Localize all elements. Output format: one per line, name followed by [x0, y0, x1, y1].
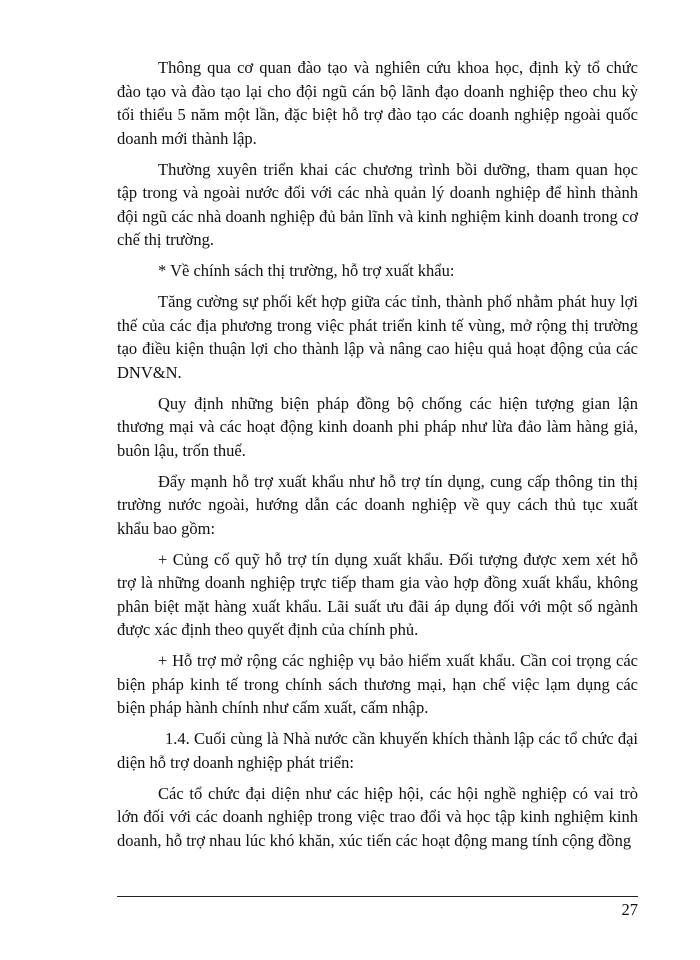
section-heading-market-export-policy: * Về chính sách thị trường, hỗ trợ xuất khẩu: [158, 261, 455, 280]
paragraph-study-tours: Thường xuyên triển khai các chương trình bồi dưỡng, tham quan học tập trong và ngoài nước đối với các nhà quản lý doanh nghiệp để hình thành đội ngũ các nhà doanh nghiệp đủ bản lĩnh và kinh nghiệm kinh doanh trong cơ chế thị trường. [117, 159, 638, 249]
paragraph-export-support: Đẩy mạnh hỗ trợ xuất khẩu như hỗ trợ tín dụng, cung cấp thông tin thị trường nước ngoài, hướng dẫn các doanh nghiệp về quy cách thủ tục xuất khẩu bao gồm: [117, 471, 638, 538]
list-item-export-credit-fund: + Củng cố quỹ hỗ trợ tín dụng xuất khẩu. Đối tượng được xem xét hỗ trợ là những doanh nghiệp trực tiếp tham gia vào hợp đồng xuất khẩu, không phân biệt mặt hàng xuất khẩu. Lãi suất ưu đãi áp dụng đối với một số ngành được xác định theo quyết định của chính phủ. [117, 549, 638, 639]
paragraph-anti-fraud-measures: Quy định những biện pháp đồng bộ chống các hiện tượng gian lận thương mại và các hoạt động kinh doanh phi pháp như lừa đảo làm hàng giả, buôn lậu, trốn thuế. [117, 393, 638, 460]
section-heading-1-4: 1.4. Cuối cùng là Nhà nước cần khuyến khích thành lập các tổ chức đại diện hỗ trợ doanh nghiệp phát triển: [117, 729, 638, 772]
paragraph-training-cycle: Thông qua cơ quan đào tạo và nghiên cứu khoa học, định kỳ tổ chức đào tạo và đào tạo lại cho đội ngũ cán bộ lãnh đạo doanh nghiệp theo chu kỳ tối thiểu 5 năm một lần, đặc biệt hỗ trợ đào tạo các doanh nghiệp ngoài quốc doanh mới thành lập. [117, 58, 638, 148]
page-number: 27 [621, 900, 638, 919]
document-page [117, 56, 638, 860]
footer-divider [117, 896, 638, 897]
paragraph-regional-coordination: Tăng cường sự phối kết hợp giữa các tỉnh, thành phố nhằm phát huy lợi thế của các địa phương trong việc phát triển kinh tế vùng, mở rộng thị trường tạo điều kiện thuận lợi cho thành lập và nâng cao hiệu quả hoạt động của các DNV&N. [117, 292, 638, 382]
list-item-export-insurance: + Hỗ trợ mở rộng các nghiệp vụ bảo hiểm xuất khẩu. Cần coi trọng các biện pháp kinh tế trong chính sách thương mại, hạn chế việc lạm dụng các biện pháp hành chính như cấm xuất, cấm nhập. [117, 651, 638, 717]
paragraph-representative-organizations: Các tổ chức đại diện như các hiệp hội, các hội nghề nghiệp có vai trò lớn đối với các doanh nghiệp trong việc trao đổi và học tập kinh nghiệm kinh doanh, hỗ trợ nhau lúc khó khăn, xúc tiến các hoạt động mang tính cộng đồng [117, 783, 638, 850]
